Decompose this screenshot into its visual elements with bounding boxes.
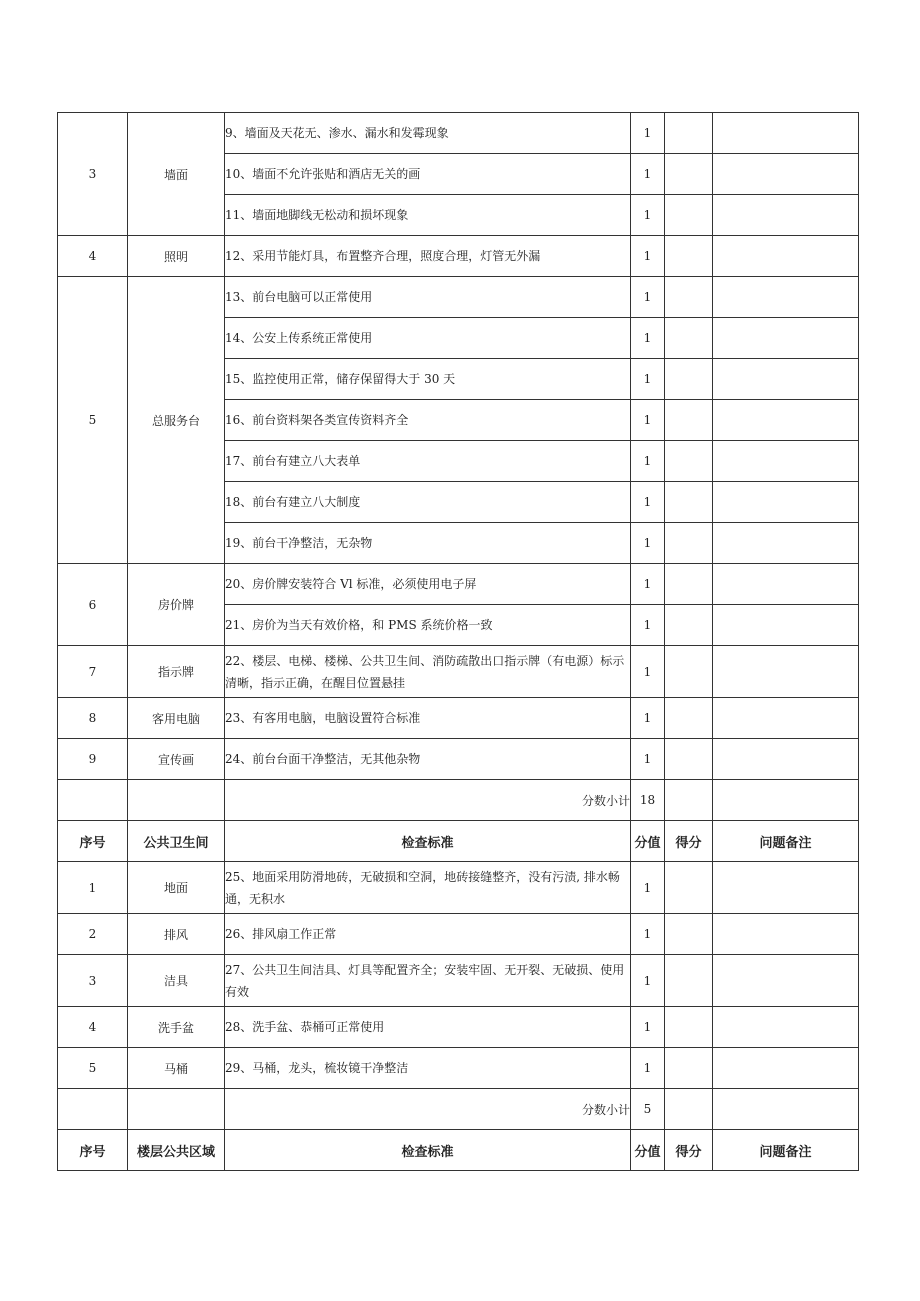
remarks-cell[interactable]	[713, 1048, 859, 1089]
score-value: 1	[631, 955, 665, 1007]
score-value: 1	[631, 698, 665, 739]
area-name: 洗手盆	[128, 1007, 225, 1048]
area-name: 马桶	[128, 1048, 225, 1089]
score-value: 1	[631, 400, 665, 441]
row-number: 5	[58, 1048, 128, 1089]
earned-score-cell[interactable]	[665, 318, 713, 359]
score-value: 1	[631, 482, 665, 523]
standard-text: 15、监控使用正常，储存保留得大于 30 天	[225, 359, 631, 400]
row-number: 2	[58, 914, 128, 955]
earned-score-cell[interactable]	[665, 400, 713, 441]
standard-text: 13、前台电脑可以正常使用	[225, 277, 631, 318]
remarks-cell[interactable]	[713, 318, 859, 359]
standard-text: 29、马桶，龙头，梳妆镜干净整洁	[225, 1048, 631, 1089]
standard-text: 19、前台干净整洁，无杂物	[225, 523, 631, 564]
header-standard: 检查标准	[225, 821, 631, 862]
table-row	[58, 236, 859, 277]
empty-cell	[58, 780, 128, 821]
remarks-cell[interactable]	[713, 523, 859, 564]
header-standard: 检查标准	[225, 1130, 631, 1171]
row-number: 6	[58, 564, 128, 646]
remarks-cell[interactable]	[713, 605, 859, 646]
area-name: 地面	[128, 862, 225, 914]
row-number: 1	[58, 862, 128, 914]
header-no: 序号	[58, 821, 128, 862]
standard-text: 18、前台有建立八大制度	[225, 482, 631, 523]
row-number: 7	[58, 646, 128, 698]
empty-cell	[58, 1089, 128, 1130]
standard-text: 9、墙面及天花无、渗水、漏水和发霉现象	[225, 113, 631, 154]
remarks-cell[interactable]	[713, 739, 859, 780]
inspection-table	[57, 112, 859, 1171]
score-value: 1	[631, 1048, 665, 1089]
subtotal-value: 18	[631, 780, 665, 821]
remarks-cell[interactable]	[713, 646, 859, 698]
table-row	[58, 739, 859, 780]
area-name: 排风	[128, 914, 225, 955]
remarks-cell[interactable]	[713, 359, 859, 400]
earned-score-cell[interactable]	[665, 564, 713, 605]
score-value: 1	[631, 441, 665, 482]
earned-score-cell[interactable]	[665, 1007, 713, 1048]
standard-text: 17、前台有建立八大表单	[225, 441, 631, 482]
standard-text: 24、前台台面干净整洁，无其他杂物	[225, 739, 631, 780]
standard-text: 28、洗手盆、恭桶可正常使用	[225, 1007, 631, 1048]
earned-score-cell[interactable]	[665, 523, 713, 564]
header-area: 公共卫生间	[128, 821, 225, 862]
earned-score-cell[interactable]	[665, 1089, 713, 1130]
earned-score-cell[interactable]	[665, 862, 713, 914]
earned-score-cell[interactable]	[665, 482, 713, 523]
remarks-cell[interactable]	[713, 482, 859, 523]
table-row	[58, 1048, 859, 1089]
remarks-cell[interactable]	[713, 1089, 859, 1130]
area-name: 指示牌	[128, 646, 225, 698]
score-value: 1	[631, 862, 665, 914]
table-row	[58, 698, 859, 739]
earned-score-cell[interactable]	[665, 236, 713, 277]
remarks-cell[interactable]	[713, 441, 859, 482]
earned-score-cell[interactable]	[665, 605, 713, 646]
standard-text: 27、公共卫生间洁具、灯具等配置齐全；安装牢固、无开裂、无破损、使用有效	[225, 955, 631, 1007]
remarks-cell[interactable]	[713, 955, 859, 1007]
score-value: 1	[631, 195, 665, 236]
subtotal-label: 分数小计	[225, 780, 631, 821]
remarks-cell[interactable]	[713, 277, 859, 318]
area-name: 房价牌	[128, 564, 225, 646]
row-number: 5	[58, 277, 128, 564]
standard-text: 16、前台资料架各类宣传资料齐全	[225, 400, 631, 441]
subtotal-row	[58, 1089, 859, 1130]
standard-text: 21、房价为当天有效价格，和 PMS 系统价格一致	[225, 605, 631, 646]
score-value: 1	[631, 1007, 665, 1048]
score-value: 1	[631, 277, 665, 318]
table-row	[58, 955, 859, 1007]
remarks-cell[interactable]	[713, 698, 859, 739]
standard-text: 20、房价牌安装符合 Vl 标准，必须使用电子屏	[225, 564, 631, 605]
earned-score-cell[interactable]	[665, 154, 713, 195]
earned-score-cell[interactable]	[665, 914, 713, 955]
remarks-cell[interactable]	[713, 564, 859, 605]
standard-text: 11、墙面地脚线无松动和损坏现象	[225, 195, 631, 236]
standard-text: 25、地面采用防滑地砖，无破损和空洞，地砖接缝整齐，没有污渍, 排水畅通，无积水	[225, 862, 631, 914]
table-row	[58, 277, 859, 318]
table-row	[58, 113, 859, 154]
area-name: 客用电脑	[128, 698, 225, 739]
row-number: 9	[58, 739, 128, 780]
earned-score-cell[interactable]	[665, 955, 713, 1007]
remarks-cell[interactable]	[713, 113, 859, 154]
earned-score-cell[interactable]	[665, 1048, 713, 1089]
area-name: 总服务台	[128, 277, 225, 564]
score-value: 1	[631, 523, 665, 564]
row-number: 8	[58, 698, 128, 739]
header-earned: 得分	[665, 821, 713, 862]
score-value: 1	[631, 605, 665, 646]
table-row	[58, 564, 859, 605]
area-name: 照明	[128, 236, 225, 277]
earned-score-cell[interactable]	[665, 195, 713, 236]
subtotal-label: 分数小计	[225, 1089, 631, 1130]
earned-score-cell[interactable]	[665, 441, 713, 482]
earned-score-cell[interactable]	[665, 113, 713, 154]
table-row	[58, 862, 859, 914]
subtotal-row	[58, 780, 859, 821]
header-earned: 得分	[665, 1130, 713, 1171]
standard-text: 14、公安上传系统正常使用	[225, 318, 631, 359]
earned-score-cell[interactable]	[665, 739, 713, 780]
score-value: 1	[631, 113, 665, 154]
score-value: 1	[631, 564, 665, 605]
header-score: 分值	[631, 821, 665, 862]
row-number: 4	[58, 1007, 128, 1048]
empty-cell	[128, 780, 225, 821]
table-row	[58, 1007, 859, 1048]
score-value: 1	[631, 359, 665, 400]
section-header-row	[58, 821, 859, 862]
header-area: 楼层公共区域	[128, 1130, 225, 1171]
score-value: 1	[631, 236, 665, 277]
remarks-cell[interactable]	[713, 236, 859, 277]
area-name: 宣传画	[128, 739, 225, 780]
remarks-cell[interactable]	[713, 914, 859, 955]
header-remarks: 问题备注	[713, 821, 859, 862]
header-no: 序号	[58, 1130, 128, 1171]
earned-score-cell[interactable]	[665, 277, 713, 318]
remarks-cell[interactable]	[713, 1007, 859, 1048]
area-name: 墙面	[128, 113, 225, 236]
remarks-cell[interactable]	[713, 400, 859, 441]
header-score: 分值	[631, 1130, 665, 1171]
score-value: 1	[631, 914, 665, 955]
row-number: 4	[58, 236, 128, 277]
row-number: 3	[58, 113, 128, 236]
area-name: 洁具	[128, 955, 225, 1007]
standard-text: 12、采用节能灯具，布置整齐合理，照度合理，灯管无外漏	[225, 236, 631, 277]
earned-score-cell[interactable]	[665, 780, 713, 821]
section-header-row	[58, 1130, 859, 1171]
earned-score-cell[interactable]	[665, 698, 713, 739]
row-number: 3	[58, 955, 128, 1007]
standard-text: 26、排风扇工作正常	[225, 914, 631, 955]
empty-cell	[128, 1089, 225, 1130]
remarks-cell[interactable]	[713, 154, 859, 195]
table-row	[58, 914, 859, 955]
header-remarks: 问题备注	[713, 1130, 859, 1171]
remarks-cell[interactable]	[713, 195, 859, 236]
standard-text: 22、楼层、电梯、楼梯、公共卫生间、消防疏散出口指示牌（有电源）标示清晰，指示正确，在醒目位置悬挂	[225, 646, 631, 698]
score-value: 1	[631, 646, 665, 698]
score-value: 1	[631, 739, 665, 780]
earned-score-cell[interactable]	[665, 359, 713, 400]
score-value: 1	[631, 318, 665, 359]
standard-text: 23、有客用电脑，电脑设置符合标准	[225, 698, 631, 739]
remarks-cell[interactable]	[713, 862, 859, 914]
earned-score-cell[interactable]	[665, 646, 713, 698]
score-value: 1	[631, 154, 665, 195]
standard-text: 10、墙面不允许张贴和酒店无关的画	[225, 154, 631, 195]
remarks-cell[interactable]	[713, 780, 859, 821]
table-row	[58, 646, 859, 698]
subtotal-value: 5	[631, 1089, 665, 1130]
